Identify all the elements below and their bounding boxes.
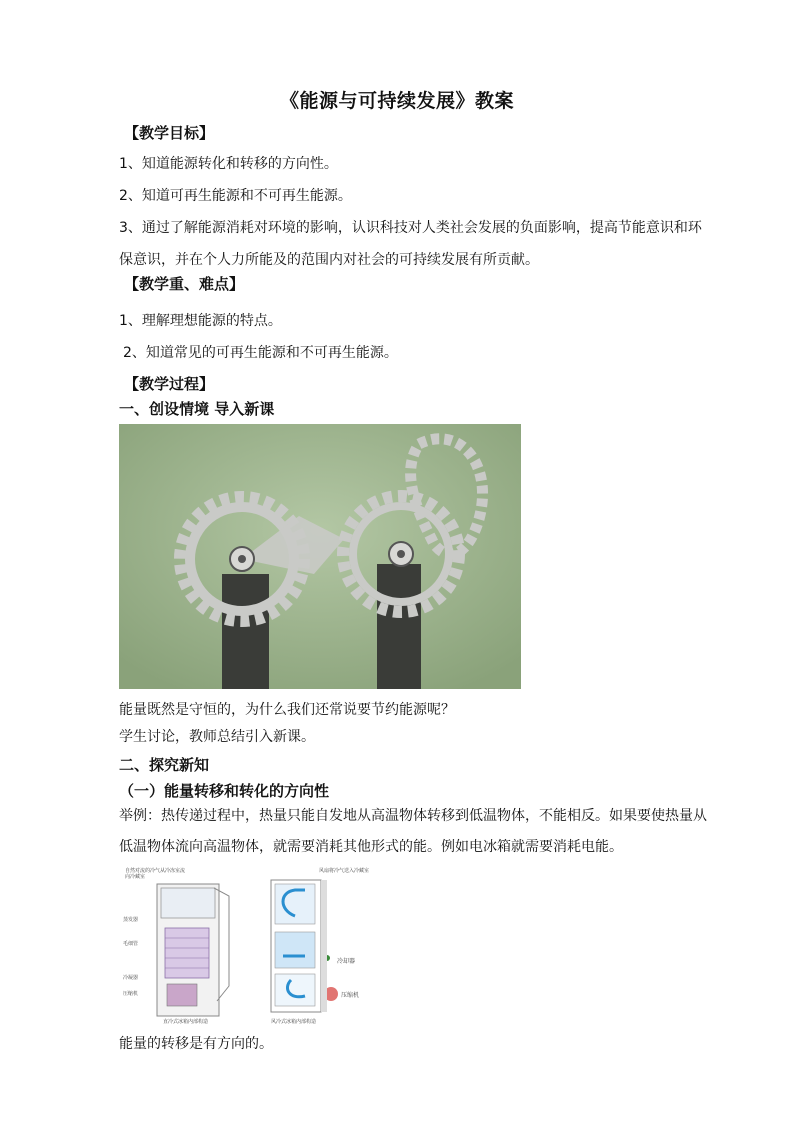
example-text: 举例：热传递过程中，热量只能自发地从高温物体转移到低温物体，不能相反。如果要使热量从低温物体流向高温物体，就需要消耗其他形式的能。例如电冰箱就需要消耗电能。	[119, 808, 707, 855]
key-points-heading: 【教学重、难点】	[124, 275, 245, 293]
gears-illustration	[119, 424, 521, 689]
fridge-left-label-3: 冷凝器	[123, 975, 139, 981]
fridge-left-caption: 直冷式冰箱内部构造	[163, 1019, 209, 1025]
fridge-right-note: 风扇将冷气送入冷藏室	[319, 868, 370, 874]
direct-cool-fridge-diagram	[119, 866, 251, 1026]
process-heading: 【教学过程】	[124, 375, 215, 393]
document-title: 《能源与可持续发展》教案	[279, 90, 514, 112]
key-point-1: 1、理解理想能源的特点。	[119, 313, 282, 329]
conclusion-text: 能量的转移是有方向的。	[119, 1036, 273, 1052]
sub1-heading: （一）能量转移和转化的方向性	[119, 782, 330, 800]
fridge-left-label-2: 毛细管	[123, 941, 139, 947]
fridge-left-label-1: 蒸发器	[123, 917, 139, 923]
gears-photo	[119, 424, 521, 689]
right-post	[377, 564, 421, 689]
left-post	[222, 574, 269, 689]
air-cool-fridge-diagram	[265, 866, 369, 1026]
goal-2: 2、知道可再生能源和不可再生能源。	[119, 188, 352, 204]
key-point-2: 2、知道常见的可再生能源和不可再生能源。	[123, 345, 398, 361]
question-text: 能量既然是守恒的，为什么我们还常说要节约能源呢？	[119, 702, 455, 718]
fridge-right-label-2: 压缩机	[341, 992, 360, 999]
fridge-left-label-4: 压缩机	[123, 991, 139, 997]
goal-3: 3、通过了解能源消耗对环境的影响，认识科技对人类社会发展的负面影响，提高节能意识和环保意识，并在个人力所能及的范围内对社会的可持续发展有所贡献。	[119, 220, 702, 268]
step2-heading: 二、探究新知	[119, 756, 210, 774]
goals-heading: 【教学目标】	[124, 124, 215, 142]
fridge-right-label-1: 冷却器	[337, 958, 356, 965]
goal-1: 1、知道能源转化和转移的方向性。	[119, 156, 338, 172]
step1-heading: 一、创设情境 导入新课	[119, 400, 275, 418]
discussion-text: 学生讨论，教师总结引入新课。	[119, 729, 315, 745]
fridge-left-note: 自然对流的冷气从冷冻室流向冷藏室	[125, 868, 186, 880]
fridge-right-caption: 风冷式冰箱内部构造	[271, 1019, 317, 1025]
